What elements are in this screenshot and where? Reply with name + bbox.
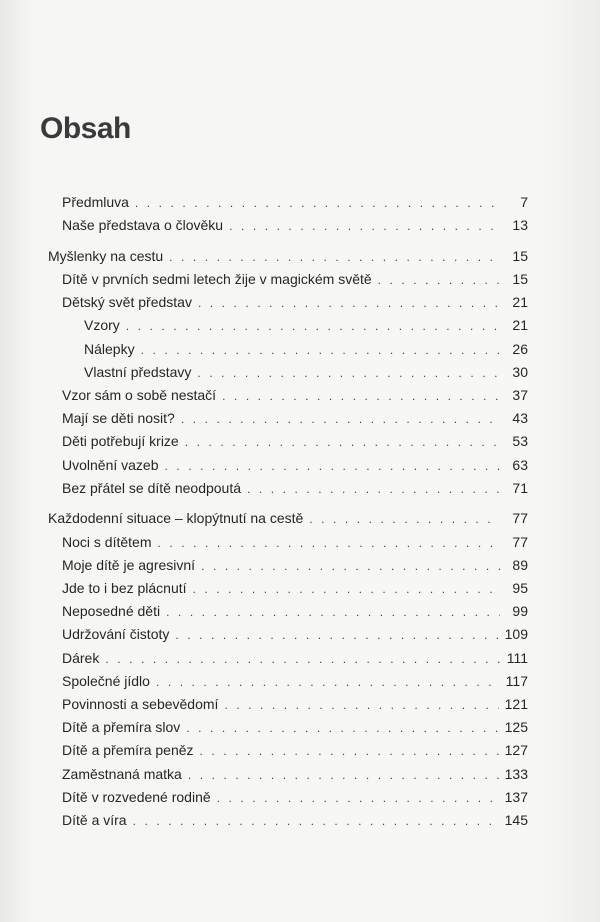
toc-entry-title: Každodenní situace – klopýtnutí na cestě [48,510,304,527]
toc-entry-page-number: 125 [504,719,528,736]
toc-entry-title: Udržování čistoty [62,626,170,643]
dot-leader [126,317,500,335]
toc-entry [48,293,528,316]
dot-leader [193,580,500,598]
toc-entry-title: Vzory [84,317,120,334]
toc-entry [48,363,528,386]
toc-entry-page-number: 21 [512,294,528,311]
toc-entry-page-number: 37 [512,387,528,403]
toc-entry-title: Dítě a přemíra slov [62,719,181,736]
dot-leader [200,742,499,760]
toc-entry [48,695,528,718]
toc-entry [48,672,528,695]
dot-leader [185,433,500,451]
toc-entry-title: Dárek [62,649,100,666]
toc-entry-title: Předmluva [62,194,129,210]
toc-entry-title: Mají se děti nosit? [62,410,175,427]
toc-entry-title: Nálepky [84,340,135,357]
toc-entry-page-number: 121 [504,695,528,712]
toc-entry-page-number: 13 [512,217,528,234]
toc-entry [48,316,528,339]
toc-entry-page-number: 15 [512,271,528,288]
dot-leader [186,719,498,737]
toc-entry-page-number: 53 [512,433,528,450]
toc-entry [48,788,528,811]
dot-leader [135,194,500,212]
toc-entry-page-number: 109 [504,626,528,643]
dot-leader [166,603,500,621]
dot-leader [229,217,500,235]
toc-entry [48,649,528,672]
dot-leader [197,364,500,382]
toc-entry [48,247,528,270]
dot-leader [224,696,498,714]
dot-leader [201,557,500,575]
toc-entry-title: Zaměstnaná matka [62,765,182,782]
toc-entry [48,579,528,602]
toc-entry-title: Vzor sám o sobě nestačí [62,387,217,403]
toc-entry-page-number: 30 [512,363,528,380]
toc-entry-page-number: 111 [506,649,528,666]
toc-entry [48,556,528,579]
toc-entry-page-number: 133 [504,765,528,782]
dot-leader [141,341,500,359]
table-of-contents [48,193,528,834]
toc-entry-page-number: 77 [512,510,528,527]
toc-entry [48,718,528,741]
dot-leader [222,387,500,405]
toc-entry-title: Povinnosti a sebevědomí [62,695,219,712]
toc-entry [48,216,528,239]
toc-entry [48,533,528,556]
toc-entry [48,479,528,502]
toc-entry-title: Dítě v rozvedené rodině [62,788,211,805]
toc-entry [48,270,528,293]
toc-entry-title: Uvolnění vazeb [62,456,159,473]
toc-entry-page-number: 7 [520,194,528,210]
toc-entry-page-number: 95 [512,580,528,596]
toc-entry-page-number: 137 [504,788,528,805]
toc-entry-page-number: 89 [512,556,528,573]
dot-leader [217,789,499,807]
toc-entry-title: Vlastní představy [84,363,192,380]
dot-leader [247,480,500,498]
toc-entry [48,456,528,479]
dot-leader [181,410,500,428]
toc-entry [48,432,528,455]
toc-entry-page-number: 71 [512,479,528,496]
dot-leader [157,534,500,552]
toc-entry [48,741,528,764]
toc-entry-page-number: 63 [512,456,528,473]
toc-entry [48,625,528,648]
page-title: Obsah [40,112,131,145]
dot-leader [156,673,500,691]
toc-entry-title: Dítě v prvních sedmi letech žije v magickém světě [62,271,372,288]
dot-leader [169,248,500,266]
toc-entry-page-number: 26 [512,340,528,357]
toc-entry-title: Společné jídlo [62,672,150,689]
toc-entry-title: Děti potřebují krize [62,433,179,450]
toc-entry [48,193,528,216]
toc-entry-page-number: 77 [512,533,528,550]
dot-leader [309,510,500,528]
toc-entry [48,409,528,432]
toc-entry [48,765,528,788]
toc-entry [48,386,528,409]
toc-entry [48,602,528,625]
toc-entry-title: Noci s dítětem [62,533,152,550]
dot-leader [378,271,500,289]
toc-entry-title: Bez přátel se dítě neodpoutá [62,479,242,496]
toc-entry [48,811,528,834]
toc-entry-title: Dítě a víra [62,811,127,828]
toc-entry-title: Neposedné děti [62,603,161,620]
toc-entry [48,340,528,363]
toc-entry-title: Dítě a přemíra peněz [62,742,194,759]
dot-leader [105,650,500,668]
toc-entry-page-number: 145 [504,811,528,828]
toc-entry-page-number: 15 [512,247,528,264]
toc-entry-page-number: 21 [512,317,528,334]
toc-entry-page-number: 43 [512,410,528,427]
toc-entry-title: Dětský svět představ [62,294,192,311]
toc-entry-page-number: 117 [505,672,528,689]
dot-leader [175,626,498,644]
dot-leader [188,766,499,784]
toc-entry-title: Moje dítě je agresivní [62,556,196,573]
toc-entry-page-number: 99 [512,603,528,620]
toc-entry-title: Myšlenky na cestu [48,247,164,264]
dot-leader [165,457,500,475]
toc-entry-title: Jde to i bez plácnutí [62,580,187,596]
toc-entry-title: Naše představa o člověku [62,217,224,234]
dot-leader [198,294,500,312]
toc-entry-page-number: 127 [504,742,528,759]
dot-leader [133,812,499,830]
toc-entry [48,509,528,532]
